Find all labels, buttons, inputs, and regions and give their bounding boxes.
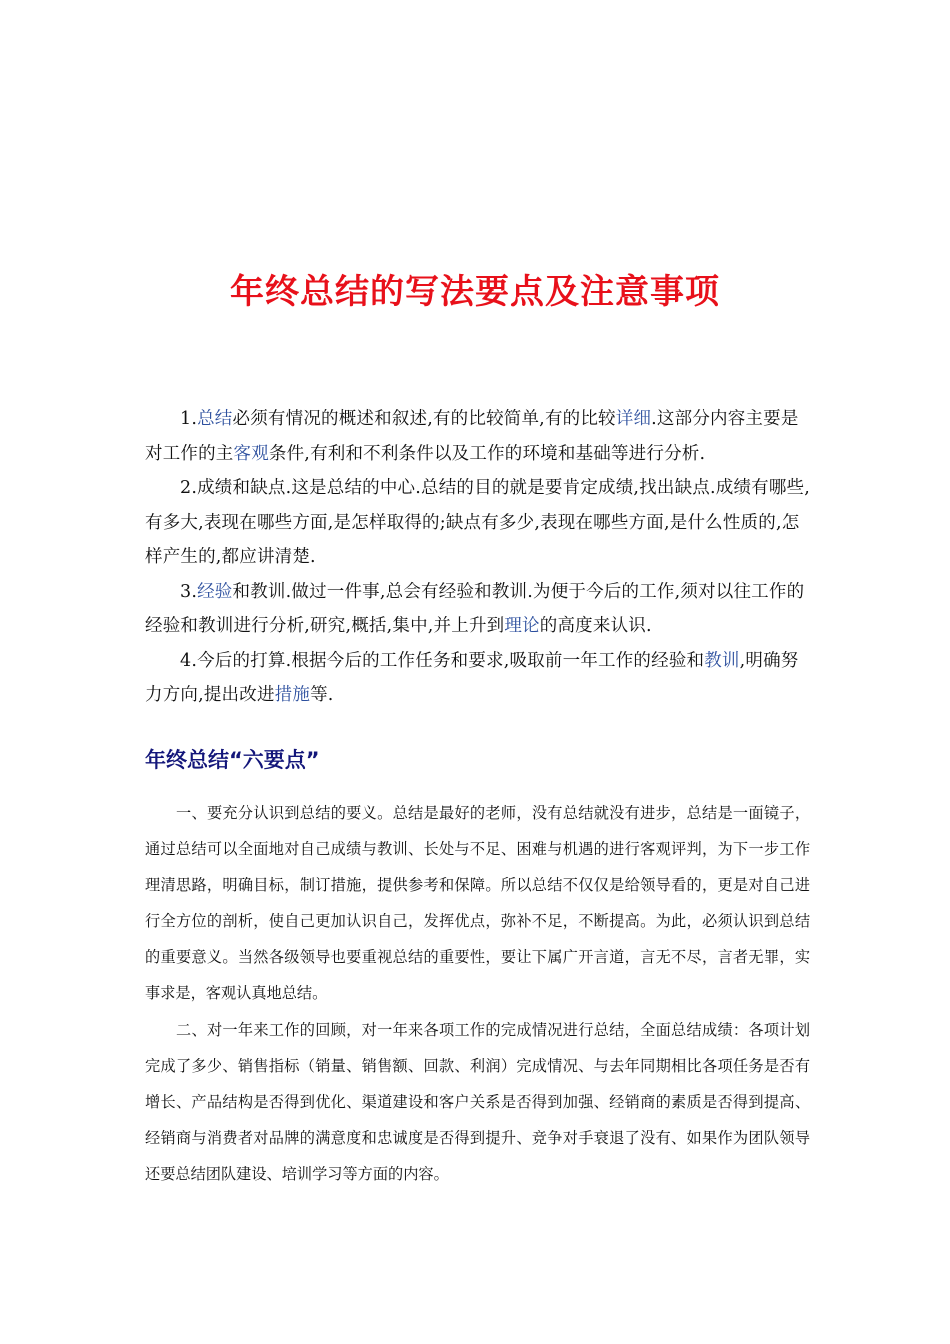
keyword-link[interactable]: 经验 [197, 581, 233, 602]
body-paragraph: 二、对一年来工作的回顾，对一年来各项工作的完成情况进行总结，全面总结成绩：各项计划完成了多少、销售指标（销量、销售额、回款、利润）完成情况、与去年同期相比各项任务是否有增长、产品结构是否得到优化、渠道建设和客户关系是否得到加强、经销商的素质是否得到提高、经销商与消费者对品牌的满意度和忠诚度是否得到提升、竞争对手衰退了没有、如果作为团队领导还要总结团队建设、培训学习等方面的内容。 [145, 1020, 810, 1183]
body-paragraph: 一、要充分认识到总结的要义。总结是最好的老师，没有总结就没有进步，总结是一面镜子，通过总结可以全面地对自己成绩与教训、长处与不足、困难与机遇的进行客观评判，为下一步工作理清思路，明确目标，制订措施，提供参考和保障。所以总结不仅仅是给领导看的，更是对自己进行全方位的剖析，使自己更加认识自己，发挥优点，弥补不足，不断提高。为此，必须认识到总结的重要意义。当然各级领导也要重视总结的重要性，要让下属广开言道，言无不尽，言者无罪，实事求是，客观认真地总结。 [145, 804, 810, 1003]
section-heading: 年终总结“六要点” [145, 748, 320, 772]
keyword-link[interactable]: 教训 [704, 650, 740, 671]
point-text: 条件,有利和不利条件以及工作的环境和基础等进行分析. [268, 443, 706, 464]
point-text: 和教训.做过一件事,总会有经验和教训.为便于今后的工作,须对以往工作的经验和教训进行分析,研究,概括,集中,并上升到 [145, 581, 805, 636]
keyword-link[interactable]: 理论 [504, 616, 540, 636]
point-text: 3. [180, 581, 198, 602]
point-text: ,明确努力方向,提出改进 [145, 650, 799, 705]
keyword-link[interactable]: 详细 [615, 409, 652, 429]
point-text: .这部分内容主要是对工作的主 [145, 409, 799, 464]
document-title: 年终总结的写法要点及注意事项 [230, 272, 720, 312]
point-text: 的高度来认识. [539, 616, 652, 636]
point-text: 4.今后的打算.根据今后的工作任务和要求,吸取前一年工作的经验和 [180, 650, 705, 671]
point-text: 等. [310, 685, 334, 705]
point-paragraph [145, 575, 810, 644]
keyword-link[interactable]: 总结 [197, 409, 233, 429]
keyword-link[interactable]: 客观 [233, 443, 269, 464]
point-text: 2.成绩和缺点.这是总结的中心.总结的目的就是要肯定成绩,找出缺点.成绩有哪些,有多大,表现在哪些方面,是怎样取得的;缺点有多少,表现在哪些方面,是什么性质的,怎样产生的,都应讲清楚. [145, 478, 811, 567]
point-paragraph [145, 471, 810, 575]
point-text: 1. [180, 409, 198, 429]
keyword-link[interactable]: 措施 [274, 685, 311, 705]
writing-points-section [145, 402, 810, 713]
point-paragraph [145, 644, 810, 713]
six-points-section [145, 795, 810, 1192]
point-paragraph [145, 402, 810, 471]
point-text: 必须有情况的概述和叙述,有的比较简单,有的比较 [232, 409, 616, 429]
